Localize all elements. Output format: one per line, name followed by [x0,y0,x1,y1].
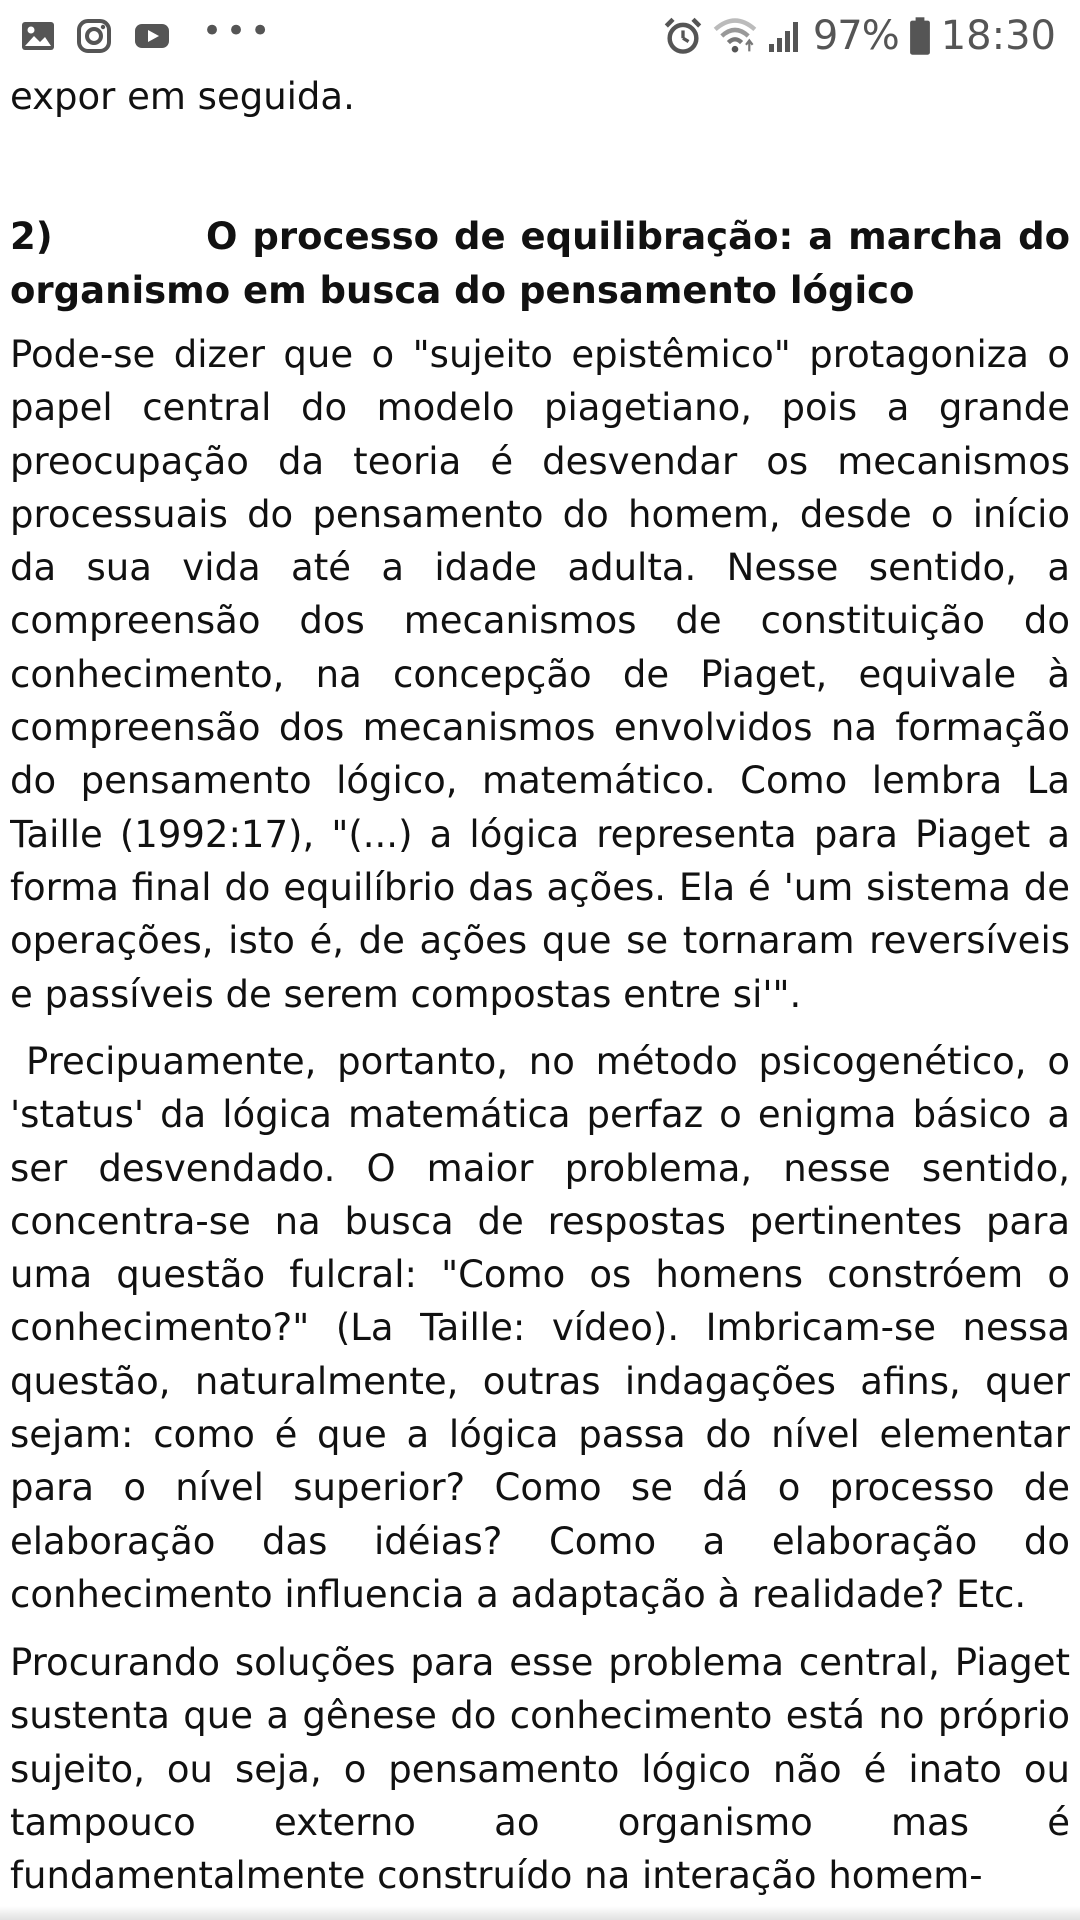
battery-percent: 97% [812,13,899,59]
section-title: O processo de equilibração: a marcha do organismo em busca do pensamento lógico [10,215,1070,312]
gallery-icon [20,18,56,54]
battery-icon [909,16,931,56]
section-heading [10,210,1070,318]
wifi-icon [713,16,757,56]
system-status [663,12,1056,60]
signal-icon [767,16,803,56]
alarm-icon [663,16,703,56]
instagram-icon [76,18,112,54]
body-paragraph-3: Procurando soluções para esse problema central, Piaget sustenta que a gênese do conhecimento está no próprio sujeito, ou seja, o pensamento lógico não é inato ou tampouco externo ao organismo mas é fundamentalmente construído na interação homem- [10,1641,1070,1898]
more-notifications-indicator: ••• [202,11,275,51]
bottom-edge-shadow [0,1906,1080,1920]
section-number: 2) [10,215,53,258]
clock: 18:30 [940,13,1056,59]
youtube-icon [132,18,172,54]
status-bar [0,0,1080,72]
previous-paragraph-fragment: expor em seguida. [10,75,355,118]
body-paragraph-2 [10,1035,1070,1621]
document-page[interactable] [10,0,1070,1920]
body-paragraph-1: Pode-se dizer que o "sujeito epistêmico" protagoniza o papel central do modelo piagetiano, pois a grande preocupação da teoria é desvendar os mecanismos processuais do pensamento do homem, desde o início da sua vida até a idade adulta. Nesse sentido, a compreensão dos mecanismos de constituição do conhecimento, na concepção de Piaget, equivale à compreensão dos mecanismos envolvidos na formação do pensamento lógico, matemático. Como lembra La Taille (1992:17), "(...) a lógica representa para Piaget a forma final do equilíbrio das ações. Ela é 'um sistema de operações, isto é, de ações que se tornaram reversíveis e passíveis de serem compostas entre si'". [10,333,1070,1016]
notification-icons [20,11,275,56]
body-paragraph-2-text: Precipuamente, portanto, no método psicogenético, o 'status' da lógica matemática perfaz o enigma básico a ser desvendado. O maior problema, nesse sentido, concentra-se na busca de respostas pertinentes para uma questão fulcral: "Como os homens constróem o conhecimento?" (La Taille: vídeo). Imbricam-se nessa questão, naturalmente, outras indagações afins, quer sejam: como é que a lógica passa do nível elementar para o nível superior? Como se dá o processo de elaboração das idéias? Como a elaboração do conhecimento influencia a adaptação à realidade? Etc. [10,1040,1070,1616]
